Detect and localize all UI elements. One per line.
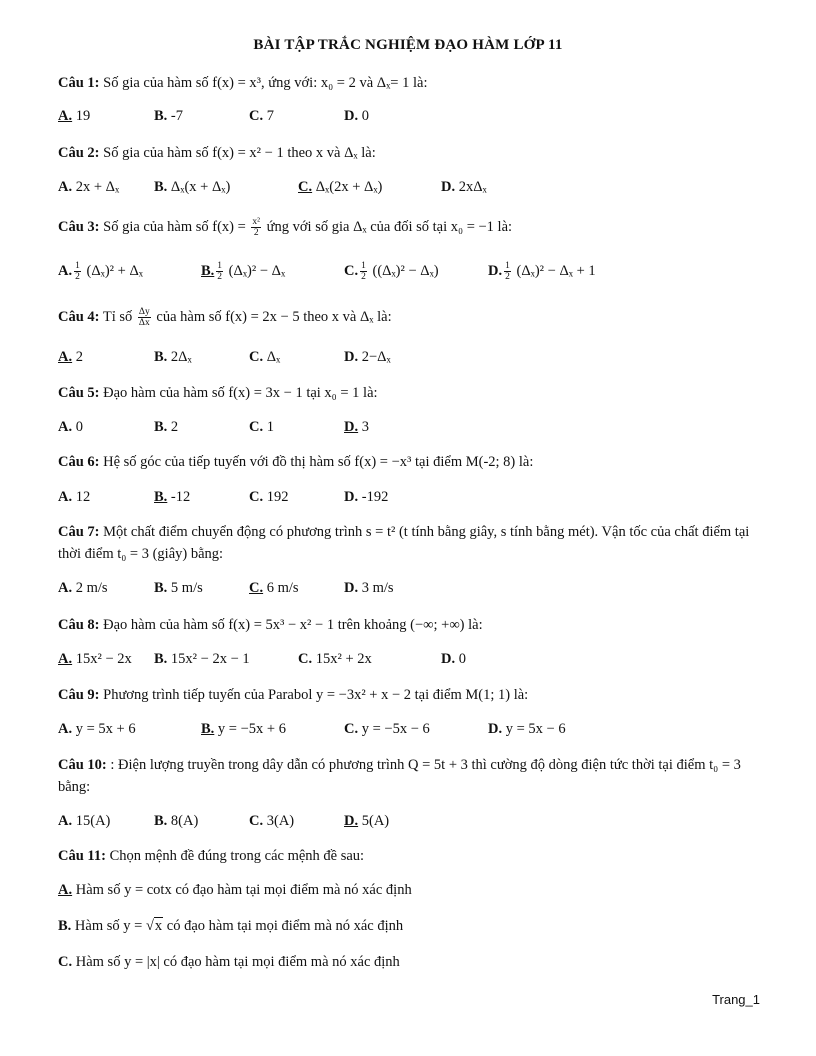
option-b[interactable]: B. 8(A) <box>154 813 199 829</box>
option-a[interactable]: A. 15(A) <box>58 813 111 829</box>
question-text: Số gia của hàm số f(x) = x³, ứng với: x₀ = 2 và Δₓ= 1 là: <box>99 75 428 91</box>
fraction: $\frac{\Delta y}{\Delta x}$ <box>138 307 150 329</box>
option-c[interactable]: C. Δₓ <box>249 349 281 365</box>
options-row <box>58 176 758 198</box>
option-c[interactable]: C. $\frac{1}{2}$ ((Δₓ)² − Δₓ) <box>344 261 439 283</box>
option-c[interactable]: C. 7 <box>249 108 274 124</box>
question-label: Câu 7: <box>58 524 100 540</box>
question-label: Câu 2: <box>58 145 100 161</box>
question-5 <box>58 382 758 404</box>
options-row <box>58 260 758 282</box>
page-title: BÀI TẬP TRẮC NGHIỆM ĐẠO HÀM LỚP 11 <box>253 37 563 53</box>
option-b[interactable]: B. y = −5x + 6 <box>201 721 286 737</box>
question-text: Số gia của hàm số f(x) = x² − 1 theo x và Δₓ là: <box>99 145 376 161</box>
option-a[interactable]: A. 12 <box>58 489 91 505</box>
option-b[interactable]: B. Hàm số y = √x có đạo hàm tại mọi điểm mà nó xác định <box>58 918 404 934</box>
option-b[interactable]: B. 5 m/s <box>154 580 203 596</box>
option-a[interactable]: A. 2 m/s <box>58 580 108 596</box>
options-row <box>58 810 758 832</box>
option-d[interactable]: D. 5(A) <box>344 813 390 829</box>
option-a[interactable]: A. 19 <box>58 108 91 124</box>
options-row <box>58 577 758 599</box>
page-number: Trang_1 <box>712 992 760 1007</box>
option-d[interactable]: D. 3 <box>344 419 369 435</box>
question-text: Tỉ số <box>99 309 136 325</box>
option-a[interactable]: A. Hàm số y = cotx có đạo hàm tại mọi điểm mà nó xác định <box>58 882 412 898</box>
question-6 <box>58 451 758 473</box>
question-9 <box>58 684 758 706</box>
option-b[interactable]: B. -12 <box>154 489 191 505</box>
options-row <box>58 718 758 740</box>
option-b[interactable]: B. 2 <box>154 419 179 435</box>
question-text: Hệ số góc của tiếp tuyến với đồ thị hàm số f(x) = −x³ tại điểm M(-2; 8) là: <box>99 454 534 470</box>
options-row <box>58 346 758 368</box>
option-a[interactable]: A. 15x² − 2x <box>58 651 132 667</box>
question-1 <box>58 72 758 94</box>
option-c[interactable]: C. 192 <box>249 489 289 505</box>
question-text: Đạo hàm của hàm số f(x) = 5x³ − x² − 1 trên khoảng (−∞; +∞) là: <box>99 617 483 633</box>
question-11 <box>58 845 758 867</box>
option-b[interactable]: B. 2Δₓ <box>154 349 192 365</box>
option-c[interactable]: C. y = −5x − 6 <box>344 721 430 737</box>
question-7 <box>58 521 758 565</box>
options-row <box>58 105 758 127</box>
option-c[interactable]: C. 3(A) <box>249 813 295 829</box>
question-text: Một chất điểm chuyển động có phương trình s = t² (t tính bằng giây, s tính bằng mét). Vận tốc của chất điểm tại thời điểm t₀ = 3 (giây) bằng: <box>58 524 750 562</box>
question-text: Phương trình tiếp tuyến của Parabol y = −3x² + x − 2 tại điểm M(1; 1) là: <box>99 687 529 703</box>
option-d[interactable]: D. 0 <box>441 651 466 667</box>
option-c[interactable]: C. 1 <box>249 419 274 435</box>
option-d[interactable]: D. 2xΔₓ <box>441 179 487 195</box>
option-a[interactable]: A. 0 <box>58 419 83 435</box>
question-label: Câu 6: <box>58 454 100 470</box>
options-row <box>58 416 758 438</box>
question-4 <box>58 306 758 328</box>
option-b[interactable]: B. 15x² − 2x − 1 <box>154 651 250 667</box>
option-a[interactable]: A. 2 <box>58 349 83 365</box>
question-3 <box>58 216 758 238</box>
question-text: Chọn mệnh đề đúng trong các mệnh đề sau: <box>105 848 365 864</box>
question-text: : Điện lượng truyền trong dây dẫn có phương trình Q = 5t + 3 thì cường độ dòng điện tức thời tại điểm t₀ = 3 bằng: <box>58 757 741 795</box>
option-c[interactable]: C. 15x² + 2x <box>298 651 372 667</box>
option-d[interactable]: D. 0 <box>344 108 369 124</box>
options-row <box>58 486 758 508</box>
options-row <box>58 648 758 670</box>
option-b[interactable]: B. Δₓ(x + Δₓ) <box>154 179 231 195</box>
option-d[interactable]: D. 3 m/s <box>344 580 394 596</box>
option-d[interactable]: D. y = 5x − 6 <box>488 721 566 737</box>
question-label: Câu 8: <box>58 617 100 633</box>
question-text: của hàm số f(x) = 2x − 5 theo x và Δₓ là: <box>152 309 392 325</box>
question-label: Câu 3: <box>58 219 100 235</box>
fraction: $\frac{\text{x²}}{2}$ <box>252 217 261 239</box>
question-label: Câu 1: <box>58 75 100 91</box>
question-8 <box>58 614 758 636</box>
option-a[interactable]: A. 2x + Δₓ <box>58 179 120 195</box>
question-text: ứng với số gia Δₓ của đối số tại x₀ = −1 là: <box>263 219 513 235</box>
option-c[interactable]: C. 6 m/s <box>249 580 299 596</box>
option-d[interactable]: D. 2−Δₓ <box>344 349 391 365</box>
question-10 <box>58 754 758 798</box>
option-b[interactable]: B. -7 <box>154 108 184 124</box>
option-c[interactable]: C. Δₓ(2x + Δₓ) <box>298 179 383 195</box>
option-d[interactable]: D. $\frac{1}{2}$ (Δₓ)² − Δₓ + 1 <box>488 261 596 283</box>
option-b[interactable]: B. $\frac{1}{2}$ (Δₓ)² − Δₓ <box>201 261 286 283</box>
option-a[interactable]: A. y = 5x + 6 <box>58 721 136 737</box>
sqrt-icon: √ <box>145 918 154 934</box>
question-2 <box>58 142 758 164</box>
question-label: Câu 11: <box>58 848 106 864</box>
question-text: Đạo hàm của hàm số f(x) = 3x − 1 tại x₀ = 1 là: <box>99 385 378 401</box>
option-a[interactable]: A. $\frac{1}{2}$ (Δₓ)² + Δₓ <box>58 261 143 283</box>
option-c[interactable]: C. Hàm số y = |x| có đạo hàm tại mọi điểm mà nó xác định <box>58 954 400 970</box>
question-label: Câu 9: <box>58 687 100 703</box>
option-d[interactable]: D. -192 <box>344 489 389 505</box>
question-label: Câu 10: <box>58 757 107 773</box>
question-label: Câu 5: <box>58 385 100 401</box>
question-text: Số gia của hàm số f(x) = <box>99 219 250 235</box>
question-label: Câu 4: <box>58 309 100 325</box>
